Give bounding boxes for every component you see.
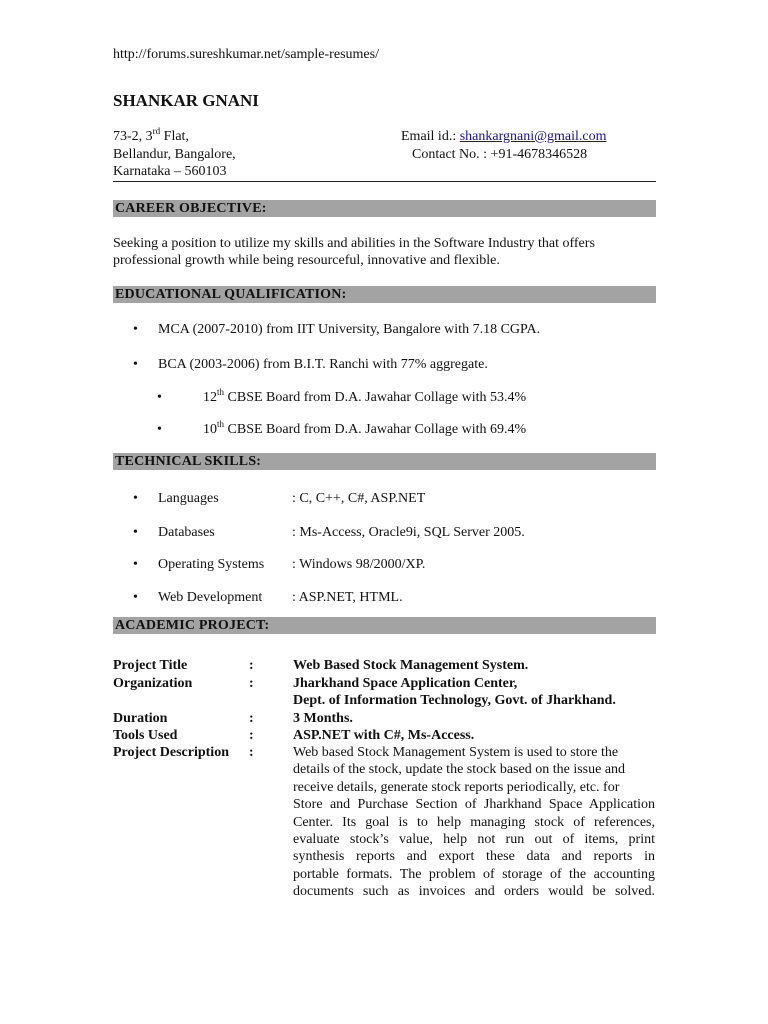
skill-label: Languages: [158, 491, 219, 506]
project-description-line: synthesis reports and export these data and reports in: [293, 849, 655, 865]
project-description-line: details of the stock, update the stock based on the issue and: [293, 762, 626, 778]
project-field-value: Jharkhand Space Application Center,: [293, 676, 518, 691]
section-academic-project: ACADEMIC PROJECT:: [113, 617, 656, 634]
education-text: BCA (2003-2006) from B.I.T. Ranchi with 77% aggregate.: [158, 357, 488, 372]
project-description-line: receive details, generate stock reports periodically, etc. for: [293, 779, 620, 795]
objective-line: professional growth while being resourceful, innovative and flexible.: [113, 253, 500, 268]
project-field-label: Project Title: [113, 658, 188, 673]
bullet-icon: •: [157, 390, 162, 405]
bullet-icon: •: [157, 422, 162, 437]
section-education: EDUCATIONAL QUALIFICATION:: [113, 286, 656, 303]
project-field-label: Project Description: [113, 745, 229, 760]
skill-label: Databases: [158, 525, 215, 540]
candidate-name: SHANKAR GNANI: [113, 91, 259, 110]
phone-label: Contact No. :: [412, 147, 488, 162]
education-text: MCA (2007-2010) from IIT University, Bangalore with 7.18 CGPA.: [158, 322, 541, 337]
section-career-objective: CAREER OBJECTIVE:: [113, 200, 656, 217]
project-description-line: Web based Stock Management System is used to store the: [293, 745, 619, 760]
education-text: 12th CBSE Board from D.A. Jawahar Collage with 53.4%: [203, 387, 527, 405]
project-field-value: Dept. of Information Technology, Govt. of Jharkhand.: [293, 693, 616, 708]
colon: :: [249, 745, 254, 760]
bullet-icon: •: [133, 557, 138, 572]
skill-row: [133, 589, 403, 606]
bullet-icon: •: [133, 491, 138, 506]
project-description-line: Center. Its goal is to help managing stock of references,: [293, 814, 655, 830]
colon: :: [249, 711, 254, 726]
address-line-2: Bellandur, Bangalore,: [113, 147, 236, 162]
email-label: Email id.:: [401, 129, 457, 144]
education-item: [157, 387, 527, 406]
skill-value: : Windows 98/2000/XP.: [292, 557, 426, 572]
project-description-line: documents such as invoices and orders would be solved.: [293, 884, 655, 900]
skill-value: : ASP.NET, HTML.: [292, 590, 403, 605]
address-text: Flat,: [160, 129, 189, 144]
email-link[interactable]: shankargnani@gmail.com: [459, 129, 607, 144]
skill-row: [133, 556, 426, 573]
skill-value: : C, C++, C#, ASP.NET: [292, 491, 426, 506]
address-text: 73-2, 3: [113, 129, 153, 144]
colon: :: [249, 728, 254, 743]
project-field-value: Web Based Stock Management System.: [293, 658, 529, 673]
colon: :: [249, 676, 254, 691]
skill-label: Web Development: [158, 590, 263, 605]
bullet-icon: •: [133, 525, 138, 540]
address-line-3: Karnataka – 560103: [113, 164, 227, 179]
phone-row: [412, 146, 587, 163]
section-technical-skills: TECHNICAL SKILLS:: [113, 453, 656, 470]
bullet-icon: •: [133, 357, 138, 372]
project-field-label: Organization: [113, 676, 193, 691]
education-text: 10th CBSE Board from D.A. Jawahar Collage with 69.4%: [203, 419, 527, 437]
header-divider: [113, 181, 656, 182]
project-description-line: evaluate stock’s value, help not run out of items, print: [293, 832, 655, 847]
objective-line: Seeking a position to utilize my skills and abilities in the Software Industry that offers: [113, 236, 595, 251]
skill-row: [133, 524, 525, 541]
project-description-line: portable formats. The problem of storage of the accounting: [293, 866, 655, 882]
phone-number: +91-4678346528: [490, 147, 588, 162]
education-item: [133, 356, 488, 373]
project-description-line: Store and Purchase Section of Jharkhand Space Application: [293, 797, 655, 813]
bullet-icon: •: [133, 590, 138, 605]
superscript: rd: [152, 126, 161, 136]
colon: :: [249, 658, 254, 673]
project-field-label: Duration: [113, 711, 168, 726]
education-item: [157, 419, 527, 438]
skill-value: : Ms-Access, Oracle9i, SQL Server 2005.: [292, 525, 525, 540]
project-field-value: 3 Months.: [293, 711, 353, 726]
source-url: http://forums.sureshkumar.net/sample-resumes/: [113, 47, 379, 62]
skill-row: [133, 490, 426, 507]
address-line-1: [113, 128, 189, 145]
project-field-value: ASP.NET with C#, Ms-Access.: [293, 728, 475, 743]
project-field-label: Tools Used: [113, 728, 178, 743]
email-row: [401, 128, 607, 145]
skill-label: Operating Systems: [158, 557, 265, 572]
education-item: [133, 321, 541, 338]
bullet-icon: •: [133, 322, 138, 337]
